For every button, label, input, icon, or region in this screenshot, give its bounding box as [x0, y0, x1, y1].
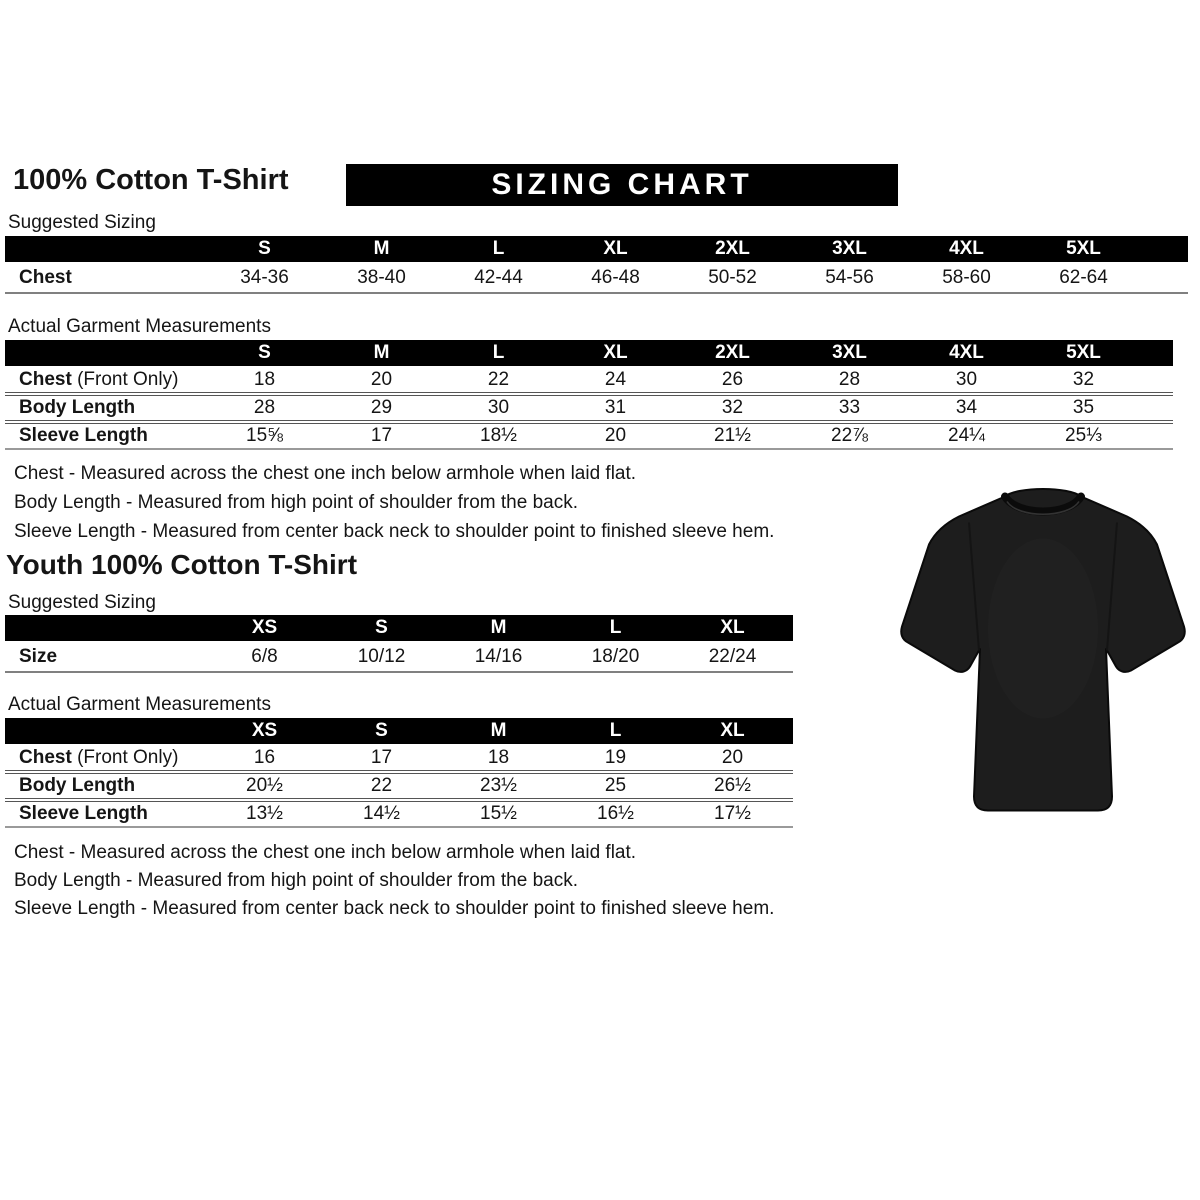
table-header-row	[5, 340, 1173, 366]
cell-value: 22	[487, 369, 510, 390]
column-header-L: L	[609, 720, 622, 741]
youth-actual-measurements-label: Actual Garment Measurements	[8, 694, 271, 715]
cell-value: 16	[253, 747, 276, 768]
cell-value: 26	[721, 369, 744, 390]
column-header-2XL: 2XL	[715, 238, 750, 259]
cell-value: 14½	[363, 803, 400, 824]
cell-value: 19	[604, 747, 627, 768]
row-label: Sleeve Length	[19, 803, 148, 824]
cell-value: 58-60	[942, 267, 991, 288]
adult-suggested-sizing-table	[5, 236, 1188, 294]
table-row	[5, 264, 1188, 294]
column-header-S: S	[375, 617, 388, 638]
cell-value: 17	[370, 425, 393, 446]
cell-value: 22⅞	[831, 425, 868, 446]
cell-value: 23½	[480, 775, 517, 796]
cell-value: 16½	[597, 803, 634, 824]
row-label: Body Length	[19, 397, 136, 418]
adult-suggested-sizing-label: Suggested Sizing	[8, 212, 156, 233]
table-row	[5, 368, 1173, 396]
cell-value: 32	[721, 397, 744, 418]
cell-value: 14/16	[474, 646, 523, 667]
cell-value: 31	[604, 397, 627, 418]
row-label: Chest (Front Only)	[19, 747, 179, 768]
note-line: Chest - Measured across the chest one inch below armhole when laid flat.	[14, 842, 637, 863]
cell-value: 22	[370, 775, 393, 796]
cell-value: 25⅓	[1065, 425, 1102, 446]
cell-value: 17	[370, 747, 393, 768]
tshirt-chest-sheen	[988, 539, 1098, 719]
cell-value: 28	[838, 369, 861, 390]
adult-section-title: 100% Cotton T-Shirt	[13, 164, 289, 196]
youth-suggested-sizing-label: Suggested Sizing	[8, 592, 156, 613]
column-header-XS: XS	[251, 720, 278, 741]
note-line: Body Length - Measured from high point of shoulder from the back.	[14, 492, 578, 513]
youth-section-title: Youth 100% Cotton T-Shirt	[6, 549, 358, 580]
cell-value: 10/12	[357, 646, 406, 667]
sizing-chart-banner: SIZING CHART	[346, 164, 898, 206]
cell-value: 20	[721, 747, 744, 768]
row-label: Chest (Front Only)	[19, 369, 179, 390]
column-header-5XL: 5XL	[1066, 342, 1101, 363]
table-row	[5, 396, 1173, 424]
row-label: Sleeve Length	[19, 425, 148, 446]
cell-value: 17½	[714, 803, 751, 824]
cell-value: 18½	[480, 425, 517, 446]
cell-value: 22/24	[708, 646, 757, 667]
column-header-M: M	[490, 617, 507, 638]
row-label: Size	[19, 646, 58, 667]
table-row	[5, 774, 793, 802]
column-header-S: S	[258, 238, 271, 259]
column-header-XL: XL	[603, 342, 628, 363]
adult-measurement-notes	[14, 459, 774, 546]
cell-value: 13½	[246, 803, 283, 824]
cell-value: 18	[487, 747, 510, 768]
table-header-row	[5, 236, 1188, 262]
column-header-S: S	[258, 342, 271, 363]
cell-value: 20	[370, 369, 393, 390]
row-label: Chest	[19, 267, 72, 288]
column-header-XL: XL	[603, 238, 628, 259]
cell-value: 24	[604, 369, 627, 390]
row-label: Body Length	[19, 775, 136, 796]
cell-value: 42-44	[474, 267, 523, 288]
youth-suggested-sizing-table	[5, 615, 793, 673]
cell-value: 26½	[714, 775, 751, 796]
cell-value: 20½	[246, 775, 283, 796]
adult-actual-measurements-label: Actual Garment Measurements	[8, 316, 271, 337]
column-header-3XL: 3XL	[832, 342, 867, 363]
note-line: Sleeve Length - Measured from center back neck to shoulder point to finished sleeve hem.	[14, 521, 775, 542]
column-header-3XL: 3XL	[832, 238, 867, 259]
cell-value: 6/8	[251, 646, 278, 667]
cell-value: 50-52	[708, 267, 757, 288]
column-header-M: M	[373, 238, 390, 259]
table-row	[5, 746, 793, 774]
column-header-4XL: 4XL	[949, 238, 984, 259]
black-tshirt-product-photo	[893, 476, 1193, 821]
column-header-M: M	[373, 342, 390, 363]
column-header-XL: XL	[720, 720, 745, 741]
adult-actual-measurements-table	[5, 340, 1173, 450]
column-header-XL: XL	[720, 617, 745, 638]
cell-value: 25	[604, 775, 627, 796]
table-row	[5, 424, 1173, 450]
table-header-row	[5, 615, 793, 641]
note-line: Body Length - Measured from high point of shoulder from the back.	[14, 870, 578, 891]
cell-value: 32	[1072, 369, 1095, 390]
column-header-M: M	[490, 720, 507, 741]
cell-value: 33	[838, 397, 861, 418]
table-row	[5, 802, 793, 828]
cell-value: 54-56	[825, 267, 874, 288]
cell-value: 18	[253, 369, 276, 390]
column-header-S: S	[375, 720, 388, 741]
cell-value: 62-64	[1059, 267, 1108, 288]
cell-value: 34-36	[240, 267, 289, 288]
cell-value: 30	[487, 397, 510, 418]
cell-value: 20	[604, 425, 627, 446]
column-header-L: L	[492, 238, 505, 259]
cell-value: 29	[370, 397, 393, 418]
youth-measurement-notes	[14, 839, 774, 923]
table-row	[5, 643, 793, 673]
cell-value: 28	[253, 397, 276, 418]
column-header-5XL: 5XL	[1066, 238, 1101, 259]
column-header-XS: XS	[251, 617, 278, 638]
cell-value: 30	[955, 369, 978, 390]
cell-value: 15½	[480, 803, 517, 824]
cell-value: 24¼	[948, 425, 985, 446]
cell-value: 35	[1072, 397, 1095, 418]
cell-value: 18/20	[591, 646, 640, 667]
table-header-row	[5, 718, 793, 744]
column-header-L: L	[609, 617, 622, 638]
cell-value: 15⅝	[246, 425, 283, 446]
column-header-L: L	[492, 342, 505, 363]
cell-value: 21½	[714, 425, 751, 446]
youth-actual-measurements-table	[5, 718, 793, 828]
cell-value: 34	[955, 397, 978, 418]
cell-value: 46-48	[591, 267, 640, 288]
note-line: Sleeve Length - Measured from center back neck to shoulder point to finished sleeve hem.	[14, 898, 775, 919]
column-header-4XL: 4XL	[949, 342, 984, 363]
cell-value: 38-40	[357, 267, 406, 288]
column-header-2XL: 2XL	[715, 342, 750, 363]
note-line: Chest - Measured across the chest one inch below armhole when laid flat.	[14, 463, 637, 484]
